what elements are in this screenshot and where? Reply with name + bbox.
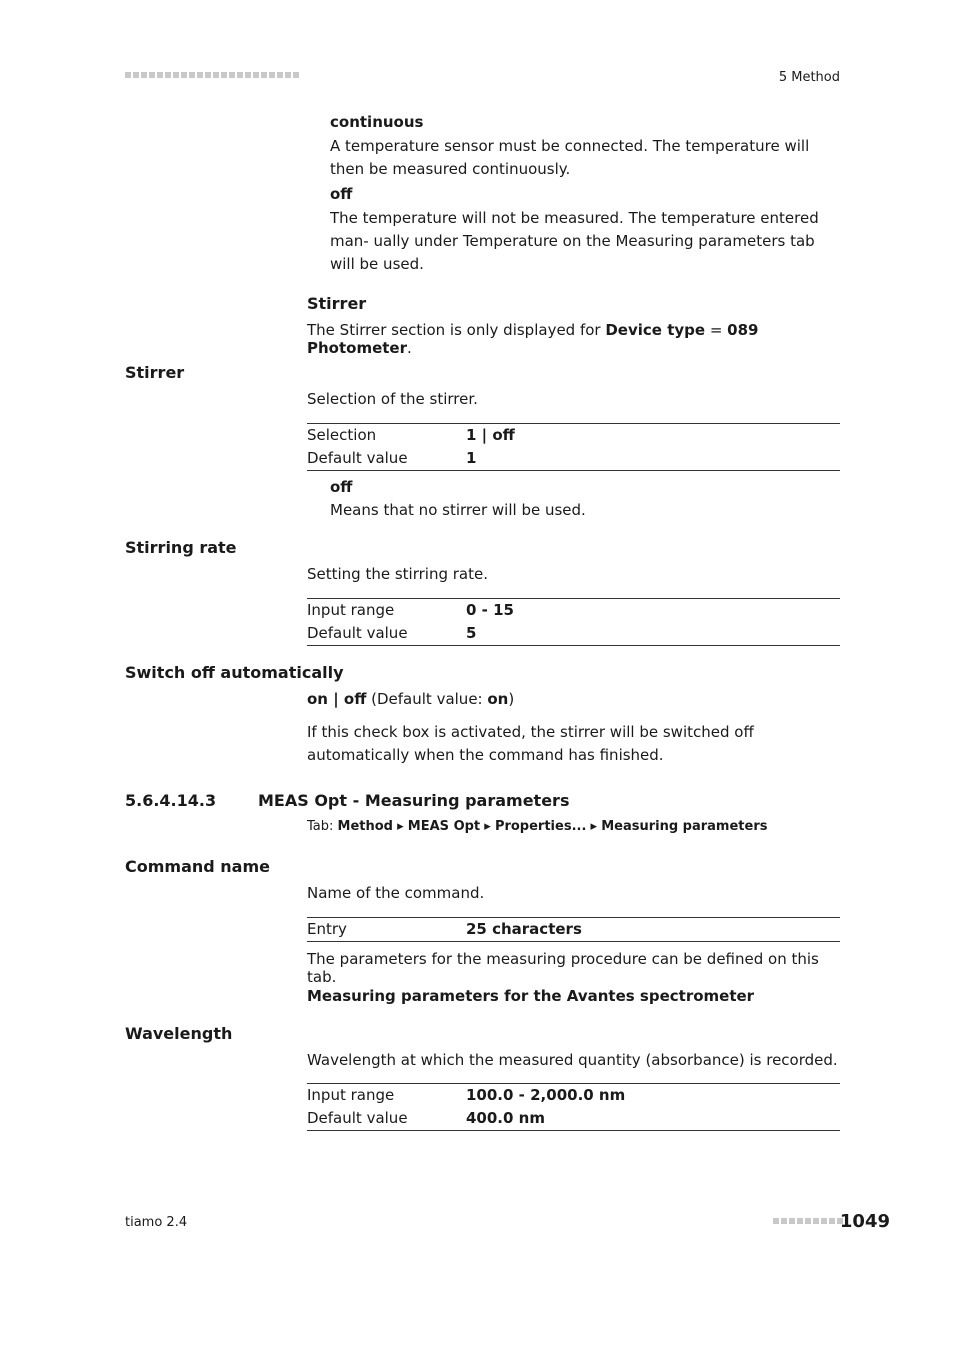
stirrer-section-intro: The Stirrer section is only displayed for Device type = 089 Photometer. <box>307 321 759 357</box>
footer-product: tiamo 2.4 <box>125 1215 188 1230</box>
param-switch-off-options: on | off (Default value: on) <box>307 690 515 708</box>
avantes-heading: Measuring parameters for the Avantes spectrometer <box>307 987 755 1005</box>
table-row: Input range 100.0 - 2,000.0 nm <box>307 1086 626 1104</box>
param-stirring-rate-desc: Setting the stirring rate. <box>307 565 488 583</box>
header-decoration <box>125 70 307 80</box>
option-continuous-desc: A temperature sensor must be connected. The temperature will then be measured continuously. <box>330 137 810 178</box>
table-row: Selection 1 | off <box>307 426 515 444</box>
header-section: 5 Method <box>778 70 840 85</box>
table-row: Entry 25 characters <box>307 920 582 938</box>
param-stirrer-desc: Selection of the stirrer. <box>307 390 478 408</box>
table-row: Input range 0 - 15 <box>307 601 514 619</box>
subsection-number: 5.6.4.14.3 <box>125 791 217 810</box>
param-command-name-table <box>307 917 840 942</box>
page-number: 1049 <box>839 1211 890 1232</box>
table-row: Default value 400.0 nm <box>307 1109 545 1127</box>
stirrer-off-title: off <box>330 478 353 496</box>
param-switch-off-desc: If this check box is activated, the stirrer will be switched off automatically when the command has finished. <box>307 723 754 764</box>
command-name-note: The parameters for the measuring procedure can be defined on this tab. <box>307 950 819 986</box>
param-command-name-label: Command name <box>125 857 270 876</box>
table-row: Default value 5 <box>307 624 477 642</box>
param-switch-off-label: Switch off automatically <box>125 663 344 682</box>
param-command-name-desc: Name of the command. <box>307 884 485 902</box>
param-stirrer-label: Stirrer <box>125 363 185 382</box>
param-wavelength-table <box>307 1083 840 1131</box>
option-off-title: off <box>330 185 353 203</box>
param-wavelength-desc: Wavelength at which the measured quantity (absorbance) is recorded. <box>307 1051 838 1069</box>
option-off-desc: The temperature will not be measured. The temperature entered man- ually under Temperature on the Measuring parameters tab will be used. <box>330 209 819 273</box>
option-continuous-title: continuous <box>330 113 424 131</box>
param-wavelength-label: Wavelength <box>125 1024 233 1043</box>
stirrer-section-title: Stirrer <box>307 294 367 313</box>
table-row: Default value 1 <box>307 449 477 467</box>
param-stirrer-table <box>307 423 840 471</box>
stirrer-off-desc: Means that no stirrer will be used. <box>330 501 586 519</box>
footer-decoration <box>773 1218 843 1224</box>
subsection-title: MEAS Opt - Measuring parameters <box>258 791 570 810</box>
param-stirring-rate-label: Stirring rate <box>125 538 237 557</box>
tab-breadcrumb: Tab: Method ▸ MEAS Opt ▸ Properties... ▸ Measuring parameters <box>307 819 768 834</box>
param-stirring-rate-table <box>307 598 840 646</box>
